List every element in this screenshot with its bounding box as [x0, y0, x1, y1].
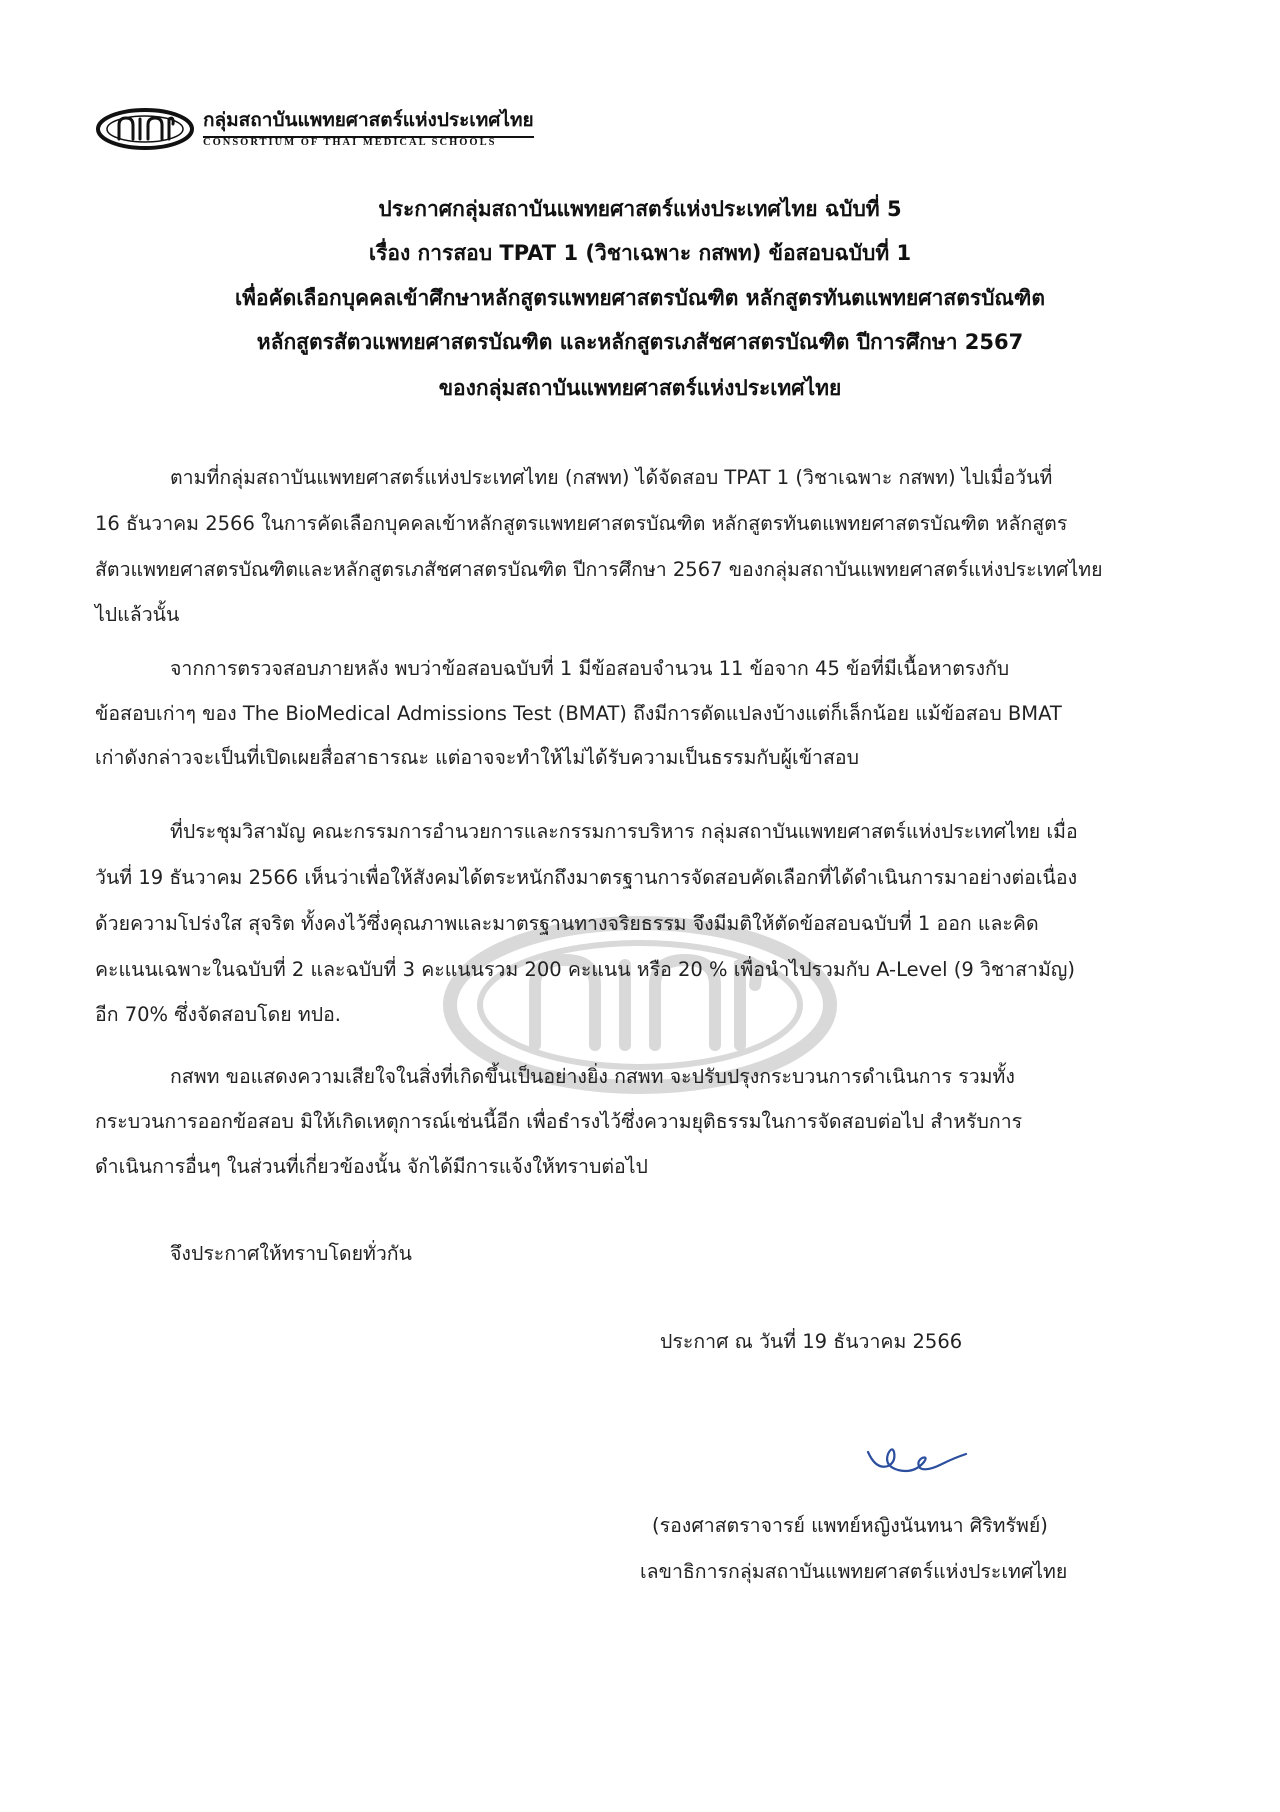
- paragraph-line: กระบวนการออกข้อสอบ มิให้เกิดเหตุการณ์เช่นนี้อีก เพื่อธำรงไว้ซึ่งความยุติธรรมในการจัดสอบต่อไป สำหรับการ: [95, 1110, 1023, 1133]
- closing-line: จึงประกาศให้ทราบโดยทั่วกัน: [170, 1242, 412, 1265]
- org-name-en: CONSORTIUM OF THAI MEDICAL SCHOOLS: [203, 137, 497, 148]
- paragraph-line: ที่ประชุมวิสามัญ คณะกรรมการอำนวยการและกรรมการบริหาร กลุ่มสถาบันแพทยศาสตร์แห่งประเทศไทย เมื่อ: [170, 820, 1078, 843]
- paragraph-line: ตามที่กลุ่มสถาบันแพทยศาสตร์แห่งประเทศไทย (กสพท) ได้จัดสอบ TPAT 1 (วิชาเฉพาะ กสพท) ไปเมื่อวันที่: [170, 466, 1053, 489]
- paragraph-line: ข้อสอบเก่าๆ ของ The BioMedical Admissions Test (BMAT) ถึงมีการดัดแปลงบ้างแต่ก็เล็กน้อย แม้ข้อสอบ BMAT: [95, 702, 1062, 725]
- paragraph-line: อีก 70% ซึ่งจัดสอบโดย ทปอ.: [95, 1003, 341, 1026]
- org-name-th: กลุ่มสถาบันแพทยศาสตร์แห่งประเทศไทย: [203, 105, 534, 138]
- heading-line: เรื่อง การสอบ TPAT 1 (วิชาเฉพาะ กสพท) ข้อสอบฉบับที่ 1: [368, 241, 912, 265]
- heading-line: หลักสูตรสัตวแพทยศาสตรบัณฑิต และหลักสูตรเภสัชศาสตรบัณฑิต ปีการศึกษา 2567: [256, 330, 1024, 354]
- paragraph-line: ด้วยความโปร่งใส สุจริต ทั้งคงไว้ซึ่งคุณภาพและมาตรฐานทางจริยธรรม จึงมีมติให้ตัดข้อสอบฉบับที่ 1 ออก และคิด: [95, 912, 1039, 935]
- paragraph-line: วันที่ 19 ธันวาคม 2566 เห็นว่าเพื่อให้สังคมได้ตระหนักถึงมาตรฐานการจัดสอบคัดเลือกที่ได้ดำเนินการมาอย่างต่อเนื่อง: [95, 866, 1078, 889]
- cotms-logo-icon: [95, 107, 195, 151]
- signature-icon: [862, 1440, 972, 1480]
- announcement-date: ประกาศ ณ วันที่ 19 ธันวาคม 2566: [660, 1330, 963, 1353]
- signatory-name: (รองศาสตราจารย์ แพทย์หญิงนันทนา ศิริทรัพย์): [652, 1514, 1048, 1537]
- paragraph-line: จากการตรวจสอบภายหลัง พบว่าข้อสอบฉบับที่ 1 มีข้อสอบจำนวน 11 ข้อจาก 45 ข้อที่มีเนื้อหาตรงกับ: [170, 657, 1010, 680]
- paragraph-line: 16 ธันวาคม 2566 ในการคัดเลือกบุคคลเข้าหลักสูตรแพทยศาสตรบัณฑิต หลักสูตรทันตแพทยศาสตรบัณฑิต หลักสูตร: [95, 512, 1068, 535]
- paragraph-line: สัตวแพทยศาสตรบัณฑิตและหลักสูตรเภสัชศาสตรบัณฑิต ปีการศึกษา 2567 ของกลุ่มสถาบันแพทยศาสตร์แห่งประเทศไทย: [95, 558, 1103, 581]
- paragraph-line: กสพท ขอแสดงความเสียใจในสิ่งที่เกิดขึ้นเป็นอย่างยิ่ง กสพท จะปรับปรุงกระบวนการดำเนินการ รวมทั้ง: [170, 1065, 1015, 1088]
- paragraph-line: เก่าดังกล่าวจะเป็นที่เปิดเผยสื่อสาธารณะ แต่อาจจะทำให้ไม่ได้รับความเป็นธรรมกับผู้เข้าสอบ: [95, 746, 859, 769]
- heading-line: ประกาศกลุ่มสถาบันแพทยศาสตร์แห่งประเทศไทย ฉบับที่ 5: [378, 197, 902, 221]
- signatory-title: เลขาธิการกลุ่มสถาบันแพทยศาสตร์แห่งประเทศไทย: [640, 1560, 1068, 1583]
- paragraph-line: ดำเนินการอื่นๆ ในส่วนที่เกี่ยวข้องนั้น จักได้มีการแจ้งให้ทราบต่อไป: [95, 1155, 648, 1178]
- logo-text: กสพท: [143, 133, 147, 134]
- paragraph-line: คะแนนเฉพาะในฉบับที่ 2 และฉบับที่ 3 คะแนนรวม 200 คะแนน หรือ 20 % เพื่อนำไปรวมกับ A-Level (9 วิชาสามัญ): [95, 958, 1076, 981]
- heading-line: เพื่อคัดเลือกบุคคลเข้าศึกษาหลักสูตรแพทยศาสตรบัณฑิต หลักสูตรทันตแพทยศาสตรบัณฑิต: [235, 286, 1045, 310]
- heading-line: ของกลุ่มสถาบันแพทยศาสตร์แห่งประเทศไทย: [438, 376, 842, 400]
- paragraph-line: ไปแล้วนั้น: [95, 603, 180, 626]
